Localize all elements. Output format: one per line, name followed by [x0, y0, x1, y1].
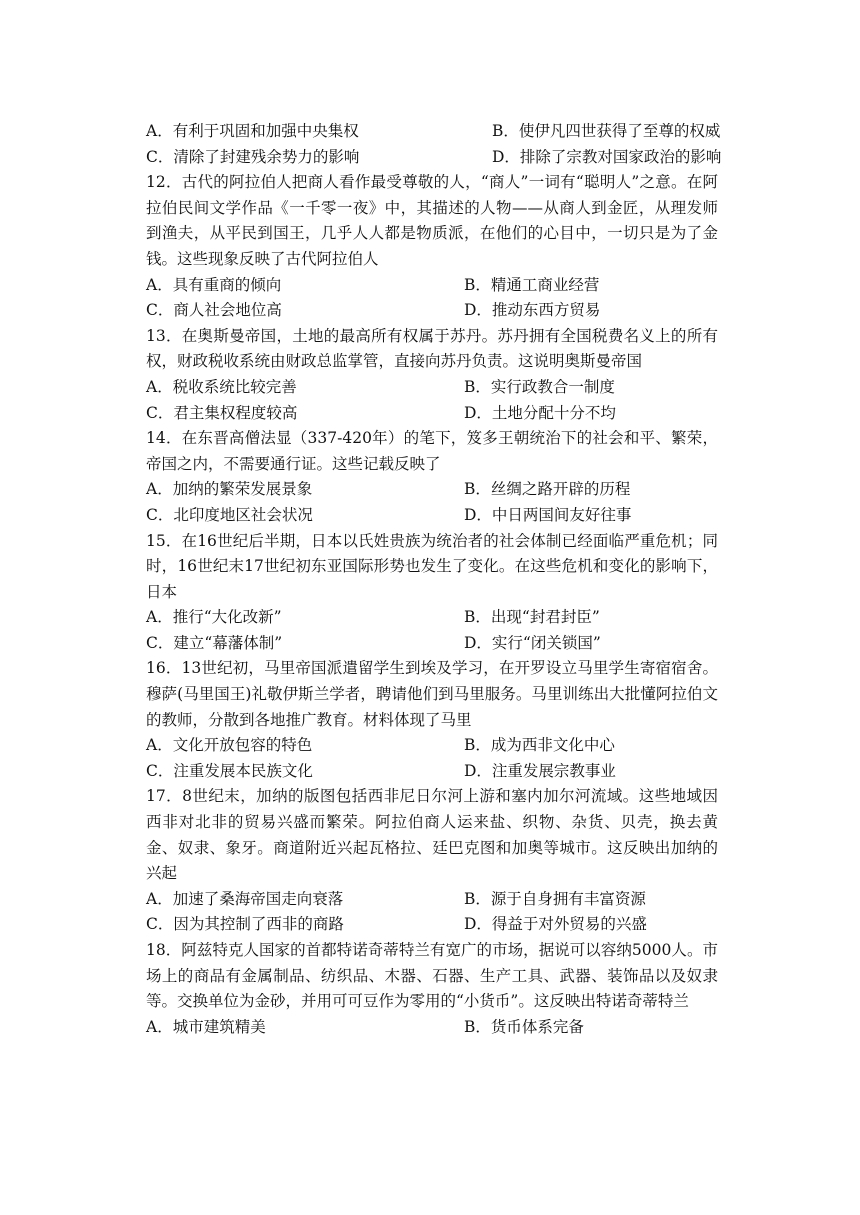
- options-row: [146, 631, 718, 657]
- question-stem: 14．在东晋高僧法显（337-420年）的笔下，笈多王朝统治下的社会和平、繁荣，帝国之内，不需要通行证。这些记载反映了: [146, 429, 718, 473]
- option-a: A．税收系统比较完善: [146, 377, 297, 396]
- option-a: A．城市建筑精美: [146, 1017, 266, 1036]
- option-a: A．推行“大化改新”: [146, 608, 282, 627]
- option-d: D．实行“闭关锁国”: [464, 633, 601, 652]
- option-d: D．中日两国间友好往事: [464, 505, 632, 524]
- question-stem: 13．在奥斯曼帝国，土地的最高所有权属于苏丹。苏丹拥有全国税费名义上的所有权，财政税收系统由财政总监掌管，直接向苏丹负责。这说明奥斯曼帝国: [146, 326, 718, 371]
- option-d: D．排除了宗教对国家政治的影响: [492, 147, 722, 166]
- option-a: A．加纳的繁荣发展景象: [146, 480, 313, 499]
- option-a: A．有利于巩固和加强中央集权: [146, 122, 359, 140]
- options-row: [146, 298, 718, 324]
- option-b: B．使伊凡四世获得了至尊的权威: [492, 122, 721, 140]
- option-a: A．加速了桑海帝国走向衰落: [146, 889, 344, 908]
- question-stem: 18．阿兹特克人国家的首都特诺奇蒂特兰有宽广的市场，据说可以容纳5000人。市场上的商品有金属制品、纺织品、木器、石器、生产工具、武器、装饰品以及奴隶等。交换单位为金砂，并用可可豆作为零用的“小货币”。这反映出特诺奇蒂特兰: [146, 941, 718, 1011]
- option-c: C．北印度地区社会状况: [146, 505, 313, 524]
- options-row: [146, 759, 718, 785]
- options-row: [146, 605, 718, 631]
- question-15: [146, 529, 718, 657]
- option-b: B．丝绸之路开辟的历程: [464, 480, 631, 499]
- option-b: B．实行政教合一制度: [464, 377, 615, 396]
- option-b: B．货币体系完备: [464, 1017, 584, 1036]
- question-12: [146, 170, 718, 324]
- options-row: [146, 912, 718, 938]
- options-row: [146, 503, 718, 529]
- option-b: B．出现“封君封臣”: [464, 608, 600, 627]
- option-b: B．精通工商业经营: [464, 275, 600, 294]
- question-11: [146, 119, 722, 170]
- option-b: B．成为西非文化中心: [464, 736, 615, 755]
- options-row: [146, 375, 718, 401]
- option-c: C．注重发展本民族文化: [146, 761, 313, 780]
- options-row: [146, 887, 718, 913]
- option-a: A．文化开放包容的特色: [146, 736, 313, 755]
- question-list: [146, 119, 722, 1040]
- options-row: [146, 401, 718, 427]
- option-c: C．商人社会地位高: [146, 301, 282, 320]
- options-row: [146, 145, 722, 171]
- option-c: C．因为其控制了西非的商路: [146, 915, 344, 934]
- option-d: D．土地分配十分不均: [464, 403, 616, 422]
- question-13: [146, 324, 718, 426]
- option-c: C．建立“幕藩体制”: [146, 633, 283, 652]
- option-d: D．注重发展宗教事业: [464, 761, 616, 780]
- option-a: A．具有重商的倾向: [146, 275, 282, 294]
- option-d: D．得益于对外贸易的兴盛: [464, 915, 647, 934]
- question-16: [146, 656, 718, 784]
- options-row: [146, 1015, 718, 1041]
- option-d: D．推动东西方贸易: [464, 301, 601, 320]
- option-c: C．清除了封建残余势力的影响: [146, 147, 360, 166]
- question-stem: 17．8世纪末，加纳的版图包括西非尼日尔河上游和塞内加尔河流域。这些地域因西非对北非的贸易兴盛而繁荣。阿拉伯商人运来盐、织物、杂货、贝壳，换去黄金、奴隶、象牙。商道附近兴起瓦格拉、廷巴克图和加奥等城市。这反映出加纳的兴起: [146, 787, 718, 883]
- question-stem: 12．古代的阿拉伯人把商人看作最受尊敬的人，“商人”一词有“聪明人”之意。在阿拉伯民间文学作品《一千零一夜》中，其描述的人物——从商人到金匠，从理发师到渔夫，从平民到国王，几乎人人都是物质派，在他们的心目中，一切只是为了金钱。这些现象反映了古代阿拉伯人: [146, 173, 718, 268]
- question-18: [146, 938, 718, 1040]
- question-17: [146, 784, 718, 938]
- question-stem: 16．13世纪初，马里帝国派遣留学生到埃及学习，在开罗设立马里学生寄宿宿舍。穆萨(马里国王)礼敬伊斯兰学者，聘请他们到马里服务。马里训练出大批懂阿拉伯文的教师，分散到各地推广教育。材料体现了马里: [146, 659, 718, 729]
- question-stem: 15．在16世纪后半期，日本以氏姓贵族为统治者的社会体制已经面临严重危机；同时，16世纪末17世纪初东亚国际形势也发生了变化。在这些危机和变化的影响下，日本: [146, 531, 718, 601]
- option-c: C．君主集权程度较高: [146, 403, 298, 422]
- options-row: [146, 273, 718, 299]
- options-row: [146, 477, 718, 503]
- options-row: [146, 733, 718, 759]
- question-14: [146, 426, 718, 528]
- option-b: B．源于自身拥有丰富资源: [464, 889, 646, 908]
- options-row: [146, 119, 721, 145]
